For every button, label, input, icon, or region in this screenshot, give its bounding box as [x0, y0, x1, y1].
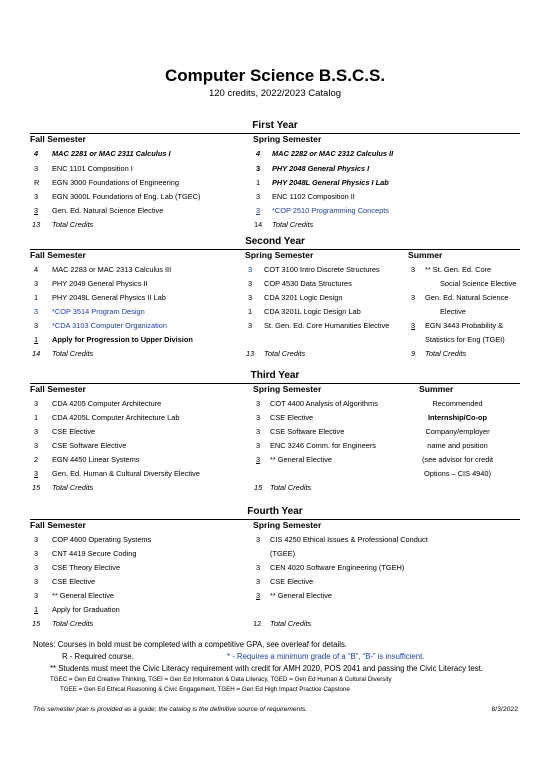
total-credits-label: Total Credits	[52, 220, 94, 229]
credit: 3	[411, 265, 416, 274]
course: EGN 3000L Foundations of Eng. Lab (TGEC)	[52, 192, 201, 201]
second-spring-header: Spring Semester	[245, 250, 314, 260]
credit: 3	[34, 279, 39, 288]
course: CNT 4419 Secure Coding	[52, 549, 137, 558]
summer-line: ** St. Gen. Ed. Core	[425, 265, 492, 274]
credit: 4	[34, 149, 39, 158]
total-credits-value: 15	[32, 483, 41, 492]
course: CSE Software Elective	[52, 441, 127, 450]
course: EGN 4450 Linear Systems	[52, 455, 140, 464]
credit: 4	[34, 265, 39, 274]
course: ENC 3246 Comm. for Engineers	[270, 441, 376, 450]
course: EGN 3000 Foundations of Engineering	[52, 178, 179, 187]
course: Apply for Graduation	[52, 605, 120, 614]
total-credits-value: 13	[246, 349, 255, 358]
course: ** General Elective	[270, 591, 333, 600]
notes-line: ** Students must meet the Civic Literacy requirement with credit for AMH 2020, POS 2041 and passing the Civic Literacy test.	[50, 664, 483, 673]
footer-disclaimer: This semester plan is provided as a guide; the catalog is the definitive source of requirements.	[33, 706, 308, 713]
credit: 3	[34, 577, 39, 586]
credit: 3	[256, 206, 261, 215]
third-fall-header: Fall Semester	[30, 384, 86, 394]
total-credits-label: Total Credits	[52, 349, 94, 358]
total-credits-value: 15	[32, 619, 41, 628]
course: CSE Elective	[270, 577, 314, 586]
course: PHY 2048L General Physics I Lab	[272, 178, 389, 187]
total-credits-value: 15	[254, 483, 263, 492]
course: CDA 3201 Logic Design	[264, 293, 343, 302]
course: CEN 4020 Software Engineering (TGEH)	[270, 563, 405, 572]
credit: 3	[248, 293, 253, 302]
second-year-title: Second Year	[245, 236, 305, 247]
notes-abbrev: TGEE = Gen Ed Ethical Reasoning & Civic Engagement, TGEH = Gen Ed High Impact Practice Capstone	[60, 686, 350, 693]
credit: 3	[256, 164, 261, 173]
notes-line: Notes: Courses in bold must be completed with a competitive GPA, see overleaf for details.	[33, 640, 348, 649]
summer-line: Social Science Elective	[440, 279, 517, 288]
course: PHY 2049 General Physics II	[52, 279, 148, 288]
notes-required: R - Required course.	[62, 652, 134, 661]
course: Gen. Ed. Human & Cultural Diversity Elective	[52, 469, 200, 478]
course: Apply for Progression to Upper Division	[52, 335, 193, 344]
credit: 3	[256, 535, 261, 544]
course: CDA 4205L Computer Architecture Lab	[52, 413, 180, 422]
course: COT 3100 Intro Discrete Structures	[264, 265, 380, 274]
summer-line: name and position	[427, 441, 488, 450]
notes-abbrev: TGEC = Gen Ed Creative Thinking, TGEI = Gen Ed Information & Data Literacy, TGED = Gen Ed Human & Cultural Diversity	[50, 676, 392, 683]
total-credits-label: Total Credits	[425, 349, 467, 358]
course: CSE Elective	[270, 413, 314, 422]
credit: 3	[34, 206, 39, 215]
summer-line: Gen. Ed. Natural Science	[425, 293, 509, 302]
credit: 3	[248, 321, 253, 330]
credit: 1	[34, 335, 39, 344]
total-credits-label: Total Credits	[270, 483, 312, 492]
credit: 3	[256, 577, 261, 586]
credit: 4	[256, 149, 261, 158]
course: PHY 2048 General Physics I	[272, 164, 370, 173]
credit: 3	[411, 321, 416, 330]
total-credits-label: Total Credits	[52, 483, 94, 492]
fourth-spring-header: Spring Semester	[253, 520, 322, 530]
course: COP 4600 Operating Systems	[52, 535, 152, 544]
summer-line: (see advisor for credit	[421, 455, 494, 464]
credit: 3	[34, 321, 39, 330]
summer-line: EGN 3443 Probability &	[425, 321, 504, 330]
summer-line: Recommended	[432, 399, 483, 408]
credit: 3	[248, 265, 253, 274]
credit: 3	[256, 441, 261, 450]
summer-line: Options – CIS 4940)	[424, 469, 491, 478]
total-credits-label: Total Credits	[272, 220, 314, 229]
credit: 3	[411, 293, 416, 302]
course: *COP 3514 Program Design	[52, 307, 145, 316]
first-year-title: First Year	[252, 120, 298, 131]
summer-line: Internship/Co-op	[427, 413, 488, 422]
credit: 3	[34, 549, 39, 558]
credit: 3	[34, 535, 39, 544]
page-subtitle: 120 credits, 2022/2023 Catalog	[208, 88, 342, 99]
course: MAC 2282 or MAC 2312 Calculus II	[272, 149, 394, 158]
credit: 3	[34, 399, 39, 408]
credit: 3	[34, 469, 39, 478]
fourth-fall-header: Fall Semester	[30, 520, 86, 530]
third-spring-header: Spring Semester	[253, 384, 322, 394]
course: Gen. Ed. Natural Science Elective	[52, 206, 164, 215]
summer-line: Elective	[440, 307, 466, 316]
notes-grade: * - Requires a minimum grade of a “B”, “B-” is insufficient.	[227, 652, 425, 661]
page-title: Computer Science B.S.C.S.	[164, 66, 386, 85]
total-credits-value: 14	[32, 349, 41, 358]
course: CDA 4205 Computer Architecture	[52, 399, 162, 408]
course: COP 4530 Data Structures	[264, 279, 352, 288]
course: ENC 1101 Composition I	[52, 164, 133, 173]
credit: 3	[34, 427, 39, 436]
credit: R	[34, 178, 40, 187]
total-credits-label: Total Credits	[264, 349, 306, 358]
credit: 3	[256, 563, 261, 572]
first-spring-header: Spring Semester	[253, 134, 322, 144]
credit: 1	[248, 307, 253, 316]
credit: 3	[34, 307, 39, 316]
credit: 3	[256, 427, 261, 436]
total-credits-value: 9	[411, 349, 416, 358]
third-year-title: Third Year	[250, 370, 300, 381]
course: CIS 4250 Ethical Issues & Professional Conduct	[270, 535, 428, 544]
total-credits-value: 13	[32, 220, 41, 229]
credit: 3	[248, 279, 253, 288]
course: CSE Elective	[52, 577, 96, 586]
total-credits-value: 14	[254, 220, 263, 229]
course: St. Gen. Ed. Core Humanities Elective	[264, 321, 390, 330]
credit: 3	[34, 164, 39, 173]
course: *COP 2510 Programming Concepts	[272, 206, 389, 215]
footer-date: 8/3/2022	[491, 706, 518, 713]
credit: 1	[34, 293, 39, 302]
course: CSE Elective	[52, 427, 96, 436]
course: ** General Elective	[270, 455, 333, 464]
course: PHY 2049L General Physics II Lab	[52, 293, 166, 302]
first-fall-header: Fall Semester	[30, 134, 86, 144]
credit: 3	[34, 591, 39, 600]
course: COT 4400 Analysis of Algorithms	[270, 399, 378, 408]
summer-line: Company/employer	[425, 427, 490, 436]
summer-line: Statistics for Eng (TGEI)	[425, 335, 505, 344]
credit: 3	[256, 455, 261, 464]
second-fall-header: Fall Semester	[30, 250, 86, 260]
course: CSE Software Elective	[270, 427, 345, 436]
course: *CDA 3103 Computer Organization	[52, 321, 168, 330]
credit: 1	[34, 413, 39, 422]
total-credits-value: 12	[253, 619, 262, 628]
credit: 1	[256, 178, 261, 187]
credit: 3	[256, 413, 261, 422]
course: (TGEE)	[270, 549, 296, 558]
total-credits-label: Total Credits	[52, 619, 94, 628]
credit: 3	[256, 399, 261, 408]
credit: 3	[34, 192, 39, 201]
course: CDA 3201L Logic Design Lab	[264, 307, 361, 316]
course: ENC 1102 Composition II	[272, 192, 355, 201]
course: CSE Theory Elective	[52, 563, 121, 572]
course: ** General Elective	[52, 591, 115, 600]
third-summer-header: Summer	[419, 384, 454, 394]
course: MAC 2281 or MAC 2311 Calculus I	[52, 149, 171, 158]
credit: 3	[256, 591, 261, 600]
fourth-year-title: Fourth Year	[247, 506, 303, 517]
course: MAC 2283 or MAC 2313 Calculus III	[52, 265, 172, 274]
total-credits-label: Total Credits	[270, 619, 312, 628]
credit: 3	[34, 441, 39, 450]
credit: 2	[34, 455, 39, 464]
credit: 3	[256, 192, 261, 201]
second-summer-header: Summer	[408, 250, 443, 260]
credit: 3	[34, 563, 39, 572]
credit: 1	[34, 605, 39, 614]
